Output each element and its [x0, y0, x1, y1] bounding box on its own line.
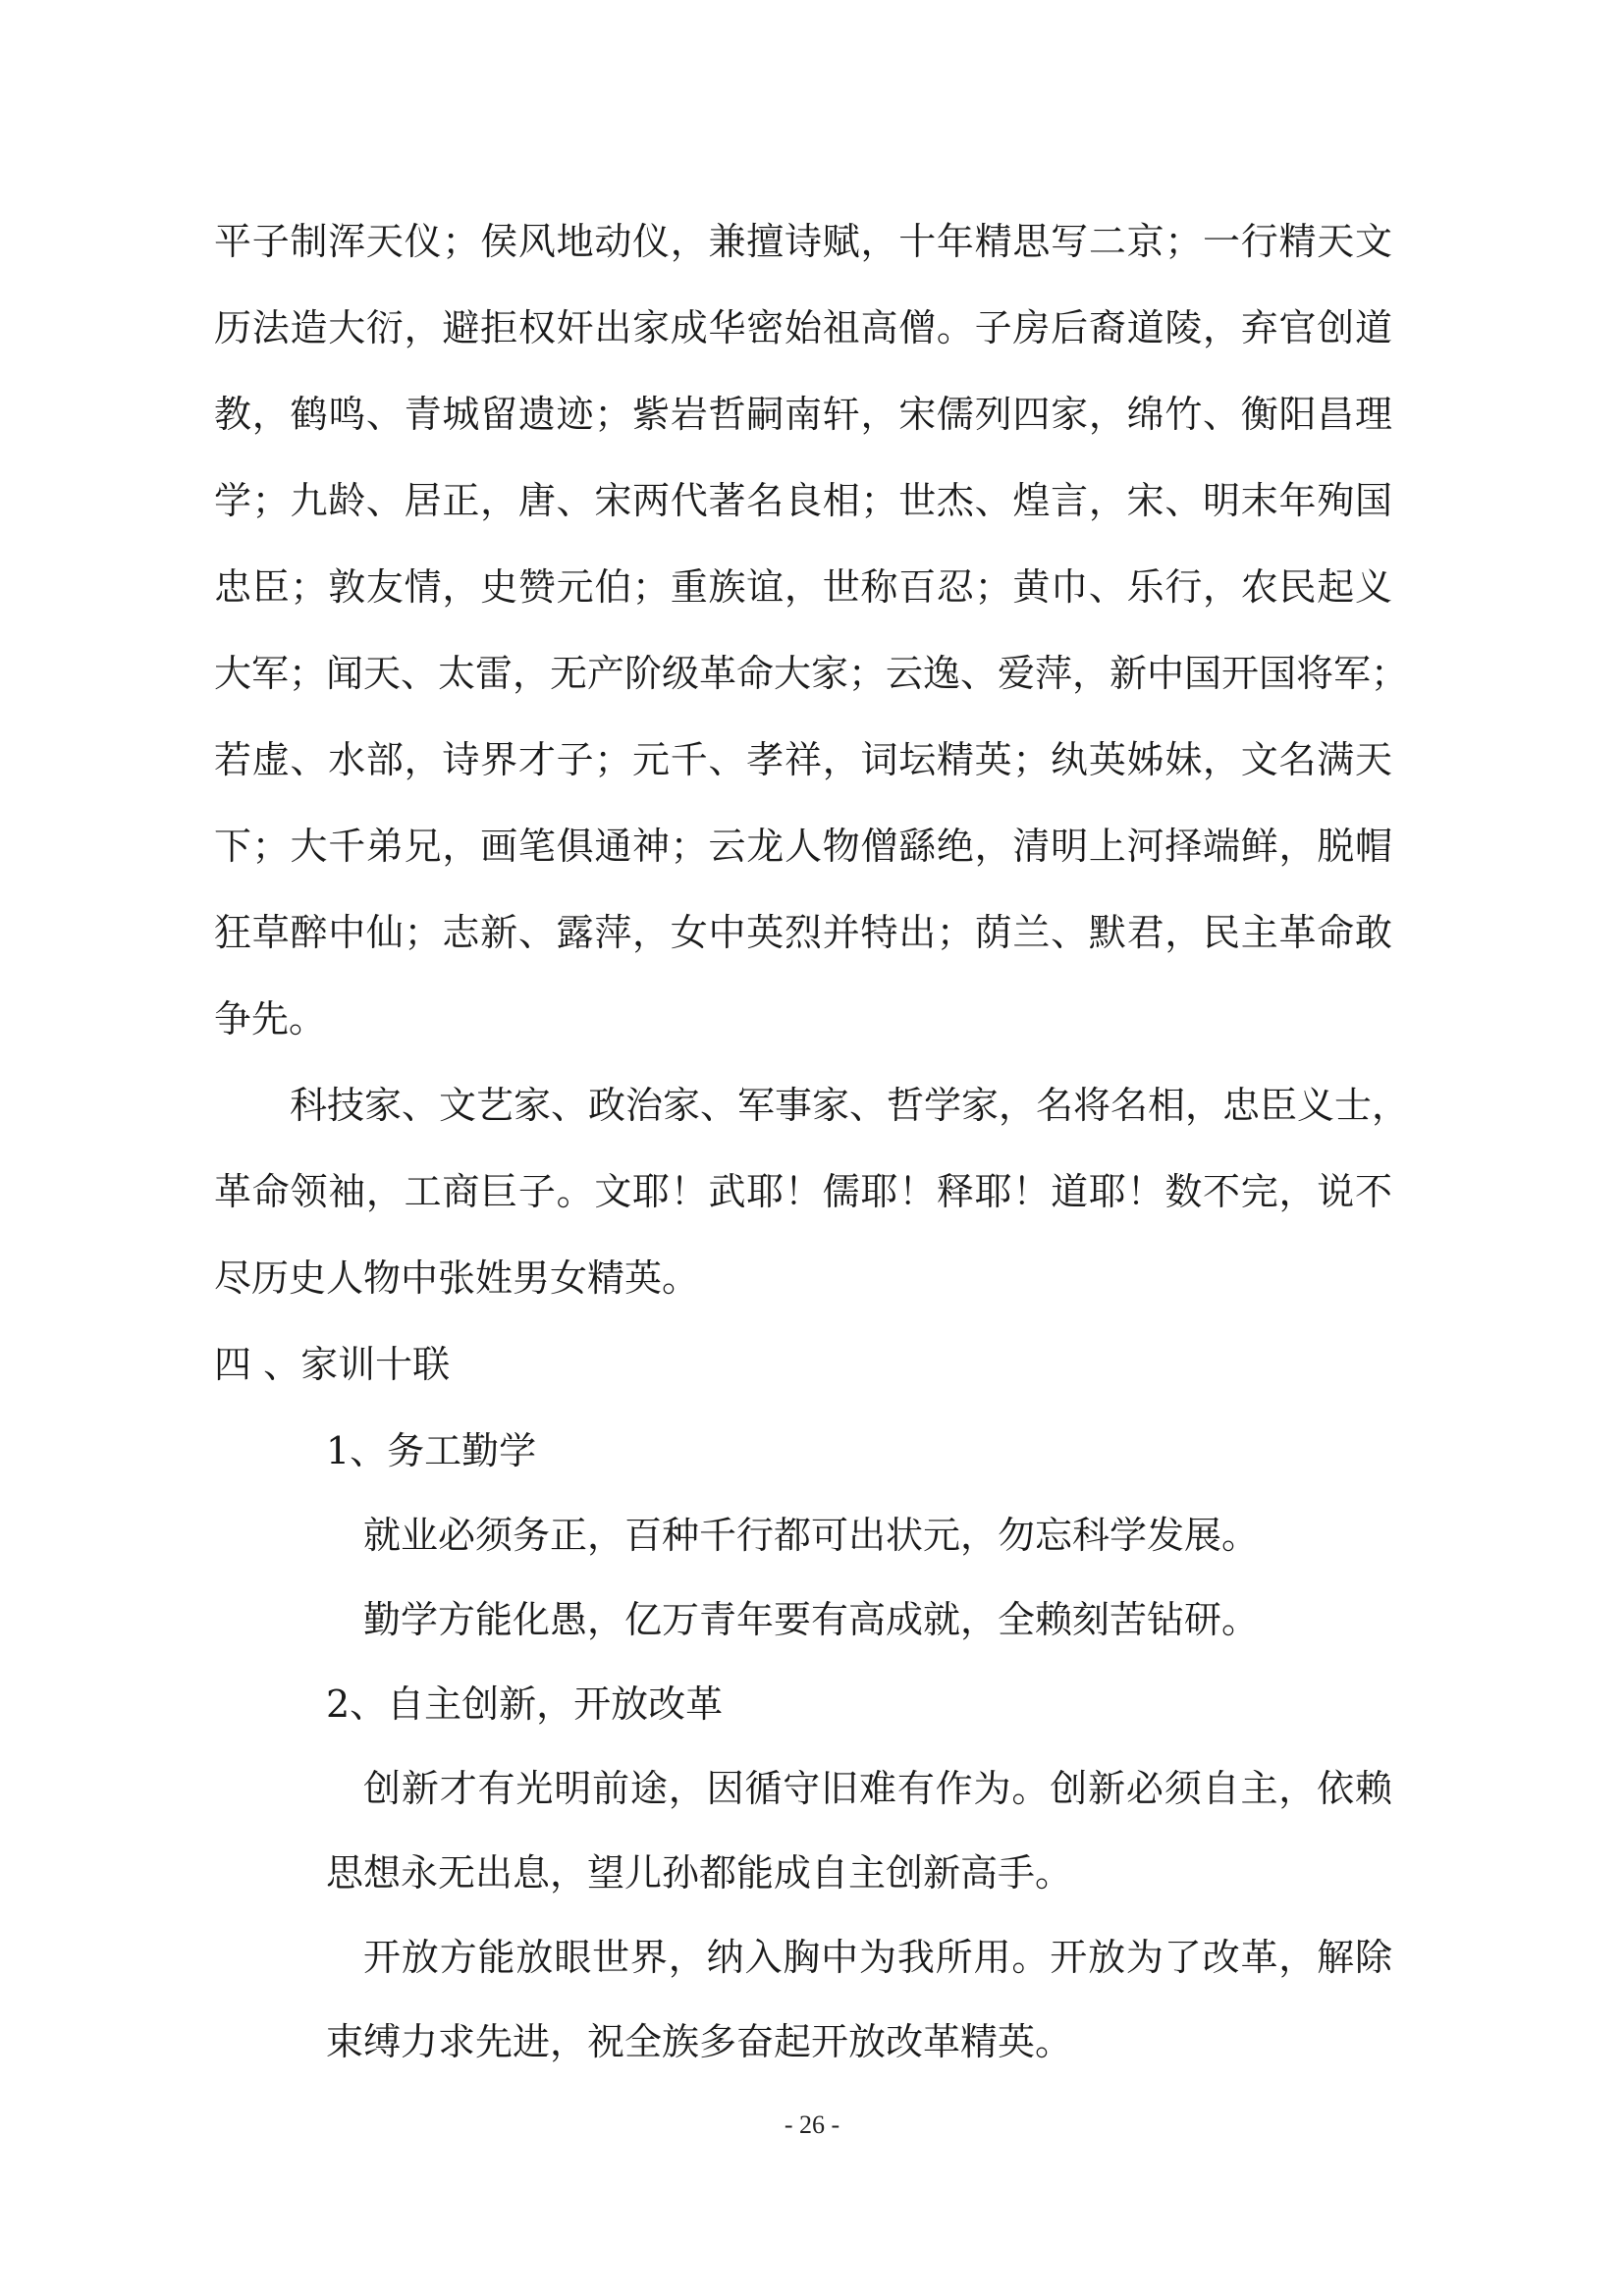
item2-para1-line: 思想永无出息，望儿孙都能成自主创新高手。	[326, 1851, 1073, 1895]
item2-para2-line: 束缚力求先进，祝全族多奋起开放改革精英。	[326, 2020, 1073, 2063]
page-number: - 26 -	[784, 2110, 840, 2139]
paragraph1-line: 教，鹤鸣、青城留遗迹；紫岩哲嗣南轩，宋儒列四家，绵竹、衡阳昌理	[214, 393, 1392, 436]
paragraph1-line: 大军；闻天、太雷，无产阶级革命大家；云逸、爱萍，新中国开国将军；	[214, 652, 1409, 695]
paragraph2-line: 革命领袖，工商巨子。文耶！武耶！儒耶！释耶！道耶！数不完，说不	[214, 1170, 1392, 1213]
paragraph2-line: 尽历史人物中张姓男女精英。	[214, 1256, 700, 1300]
item2-para1-line: 创新才有光明前途，因循守旧难有作为。创新必须自主，依赖	[363, 1767, 1392, 1810]
item1-line: 就业必须务正，百种千行都可出状元，勿忘科学发展。	[363, 1514, 1260, 1557]
item1-title: 1、务工勤学	[326, 1429, 537, 1472]
paragraph1-line: 争先。	[214, 997, 327, 1041]
paragraph1-line: 下；大千弟兄，画笔俱通神；云龙人物僧繇绝，清明上河择端鲜，脱帽	[214, 825, 1392, 868]
paragraph1-line: 若虚、水部，诗界才子；元千、孝祥，词坛精英；纨英姊妹，文名满天	[214, 738, 1392, 781]
paragraph1-line: 平子制浑天仪；侯风地动仪，兼擅诗赋，十年精思写二京；一行精天文	[214, 220, 1392, 263]
paragraph1-line: 学；九龄、居正，唐、宋两代著名良相；世杰、煌言，宋、明末年殉国	[214, 479, 1392, 522]
paragraph1-line: 忠臣；敦友情，史赞元伯；重族谊，世称百忍；黄巾、乐行，农民起义	[214, 565, 1392, 609]
item2-para2-line: 开放方能放眼世界，纳入胸中为我所用。开放为了改革，解除	[363, 1936, 1392, 1979]
item1-line: 勤学方能化愚，亿万青年要有高成就，全赖刻苦钻研。	[363, 1598, 1260, 1641]
section-heading: 四 、家训十联	[214, 1343, 451, 1386]
paragraph1-line: 历法造大衍，避拒权奸出家成华密始祖高僧。子房后裔道陵，弃官创道	[214, 306, 1392, 349]
paragraph1-line: 狂草醉中仙；志新、露萍，女中英烈并特出；荫兰、默君，民主革命敢	[214, 911, 1392, 954]
item2-title: 2、自主创新，开放改革	[326, 1682, 724, 1726]
paragraph2-line: 科技家、文艺家、政治家、军事家、哲学家，名将名相，忠臣义士，	[290, 1084, 1410, 1127]
